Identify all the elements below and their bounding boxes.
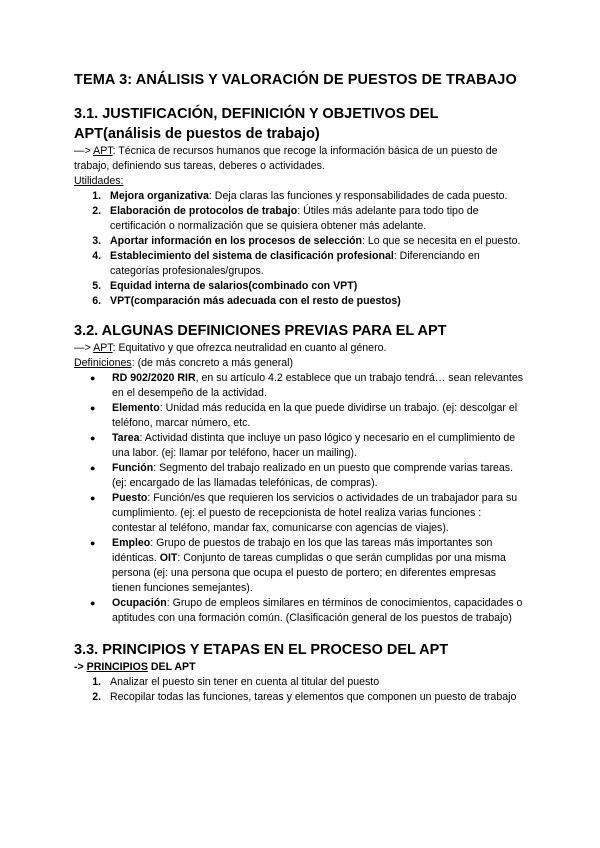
list-item — [104, 204, 524, 234]
item-text: : Unidad más reducida en la que puede dividirse un trabajo. (ej: descolgar el teléfono, marcar número, etc. — [112, 402, 518, 429]
item-term-secondary: OIT — [159, 552, 178, 564]
item-text: : Función/es que requieren los servicios o actividades de un trabajador para su cumplimiento. (ej: el puesto de recepcionista de hotel realiza varias funciones : contestar al teléfono, mandar fax, comunicarse con agencias de viajes). — [112, 492, 518, 534]
list-item — [104, 431, 524, 461]
item-term: VPT(comparación más adecuada con el resto de puestos) — [110, 295, 401, 307]
list-item — [104, 279, 524, 294]
section-3-3 — [74, 640, 524, 705]
definiciones-note: : (de más concreto a más general) — [131, 357, 294, 369]
definiciones-label: Definiciones — [74, 357, 132, 369]
list-item — [104, 294, 524, 309]
item-term: Empleo — [112, 537, 151, 549]
apt-label: APT — [93, 145, 113, 157]
list-item — [104, 249, 524, 279]
item-term: Equidad interna de salarios(combinado con VPT) — [110, 280, 358, 292]
principios-label: PRINCIPIOS — [86, 661, 148, 673]
item-text: : Segmento del trabajo realizado en un puesto que comprende varias tareas. (ej: encargado de las llamadas telefónicas, de compras). — [112, 462, 514, 489]
page-title: TEMA 3: ANÁLISIS Y VALORACIÓN DE PUESTOS DE TRABAJO — [74, 72, 517, 88]
item-text: : Actividad distinta que incluye un paso lógico y necesario en el cumplimiento de una labor. (ej: llamar por teléfono, hacer un mailing). — [112, 432, 516, 459]
list-item — [104, 401, 524, 431]
list-item — [104, 189, 524, 204]
item-term: Función — [112, 462, 154, 474]
apt-definition — [74, 341, 524, 356]
section-heading: 3.1. JUSTIFICACIÓN, DEFINICIÓN Y OBJETIVOS DEL APT(análisis de puestos de trabajo) — [74, 106, 439, 142]
list-item — [104, 371, 524, 401]
definition-text: : Técnica de recursos humanos que recoge la información básica de un puesto de trabajo, definiendo sus tareas, deberes o actividades. — [74, 145, 498, 172]
utilidades-list — [74, 189, 524, 309]
section-3-1 — [74, 104, 524, 309]
item-text: : Lo que se necesita en el puesto. — [361, 235, 521, 247]
list-item — [104, 491, 524, 536]
list-item — [104, 234, 524, 249]
item-text: : Deja claras las funciones y responsabilidades de cada puesto. — [208, 190, 508, 202]
list-item: 1. Analizar el puesto sin tener en cuenta al titular del puesto — [104, 675, 524, 690]
apt-label: APT — [93, 342, 113, 354]
definition-text: : Equitativo y que ofrezca neutralidad en cuanto al género. — [112, 342, 387, 354]
list-item — [104, 461, 524, 491]
definiciones-list — [74, 371, 524, 626]
item-term: RD 902/2020 RIR — [112, 372, 196, 384]
section-heading: 3.2. ALGUNAS DEFINICIONES PREVIAS PARA EL APT — [74, 323, 447, 339]
arrow-text: -> — [74, 661, 87, 673]
item-term: Aportar información en los procesos de selección — [110, 235, 362, 247]
item-text: : Grupo de puestos de trabajo en los que las tareas más importantes son idénticas. — [112, 537, 493, 564]
item-text: , en su artículo 4.2 establece que un trabajo tendrá… sean relevantes en el desempeño de la actividad. — [112, 372, 524, 399]
principios-subheading — [74, 660, 524, 675]
section-3-2 — [74, 321, 524, 626]
item-text: : Útiles más adelante para todo tipo de certificación o normalización que se quisiera obtener más adelante. — [110, 205, 479, 232]
section-heading: 3.3. PRINCIPIOS Y ETAPAS EN EL PROCESO DEL APT — [74, 642, 449, 658]
apt-definition — [74, 144, 524, 174]
item-term: Elaboración de protocolos de trabajo — [110, 205, 298, 217]
item-term: Puesto — [112, 492, 148, 504]
item-text-secondary: : Conjunto de tareas cumplidas o que serán cumplidas por una misma persona (ej: una persona que ocupa el puesto de portero; en diferentes empresas tienen funciones semejantes). — [112, 552, 506, 594]
principios-list — [74, 675, 524, 705]
list-item — [104, 536, 524, 596]
item-term: Mejora organizativa — [110, 190, 209, 202]
arrow-text: —> — [74, 342, 94, 354]
item-text: : Grupo de empleos similares en términos de conocimientos, capacidades o aptitudes con una formación común. (Clasificación general de los puestos de trabajo) — [112, 597, 523, 624]
definiciones-line — [74, 356, 524, 371]
list-item: 2. Recopilar todas las funciones, tareas y elementos que componen un puesto de trabajo — [104, 690, 524, 705]
item-term: Tarea — [112, 432, 140, 444]
item-term: Elemento — [112, 402, 160, 414]
arrow-text: —> — [74, 145, 94, 157]
list-item — [104, 596, 524, 626]
principios-rest: DEL APT — [147, 661, 196, 673]
item-term: Establecimiento del sistema de clasificación profesional — [110, 250, 394, 262]
utilidades-label: Utilidades: — [74, 175, 124, 187]
item-term: Ocupación — [112, 597, 167, 609]
item-text: : Diferenciando en categorías profesionales/grupos. — [110, 250, 480, 277]
